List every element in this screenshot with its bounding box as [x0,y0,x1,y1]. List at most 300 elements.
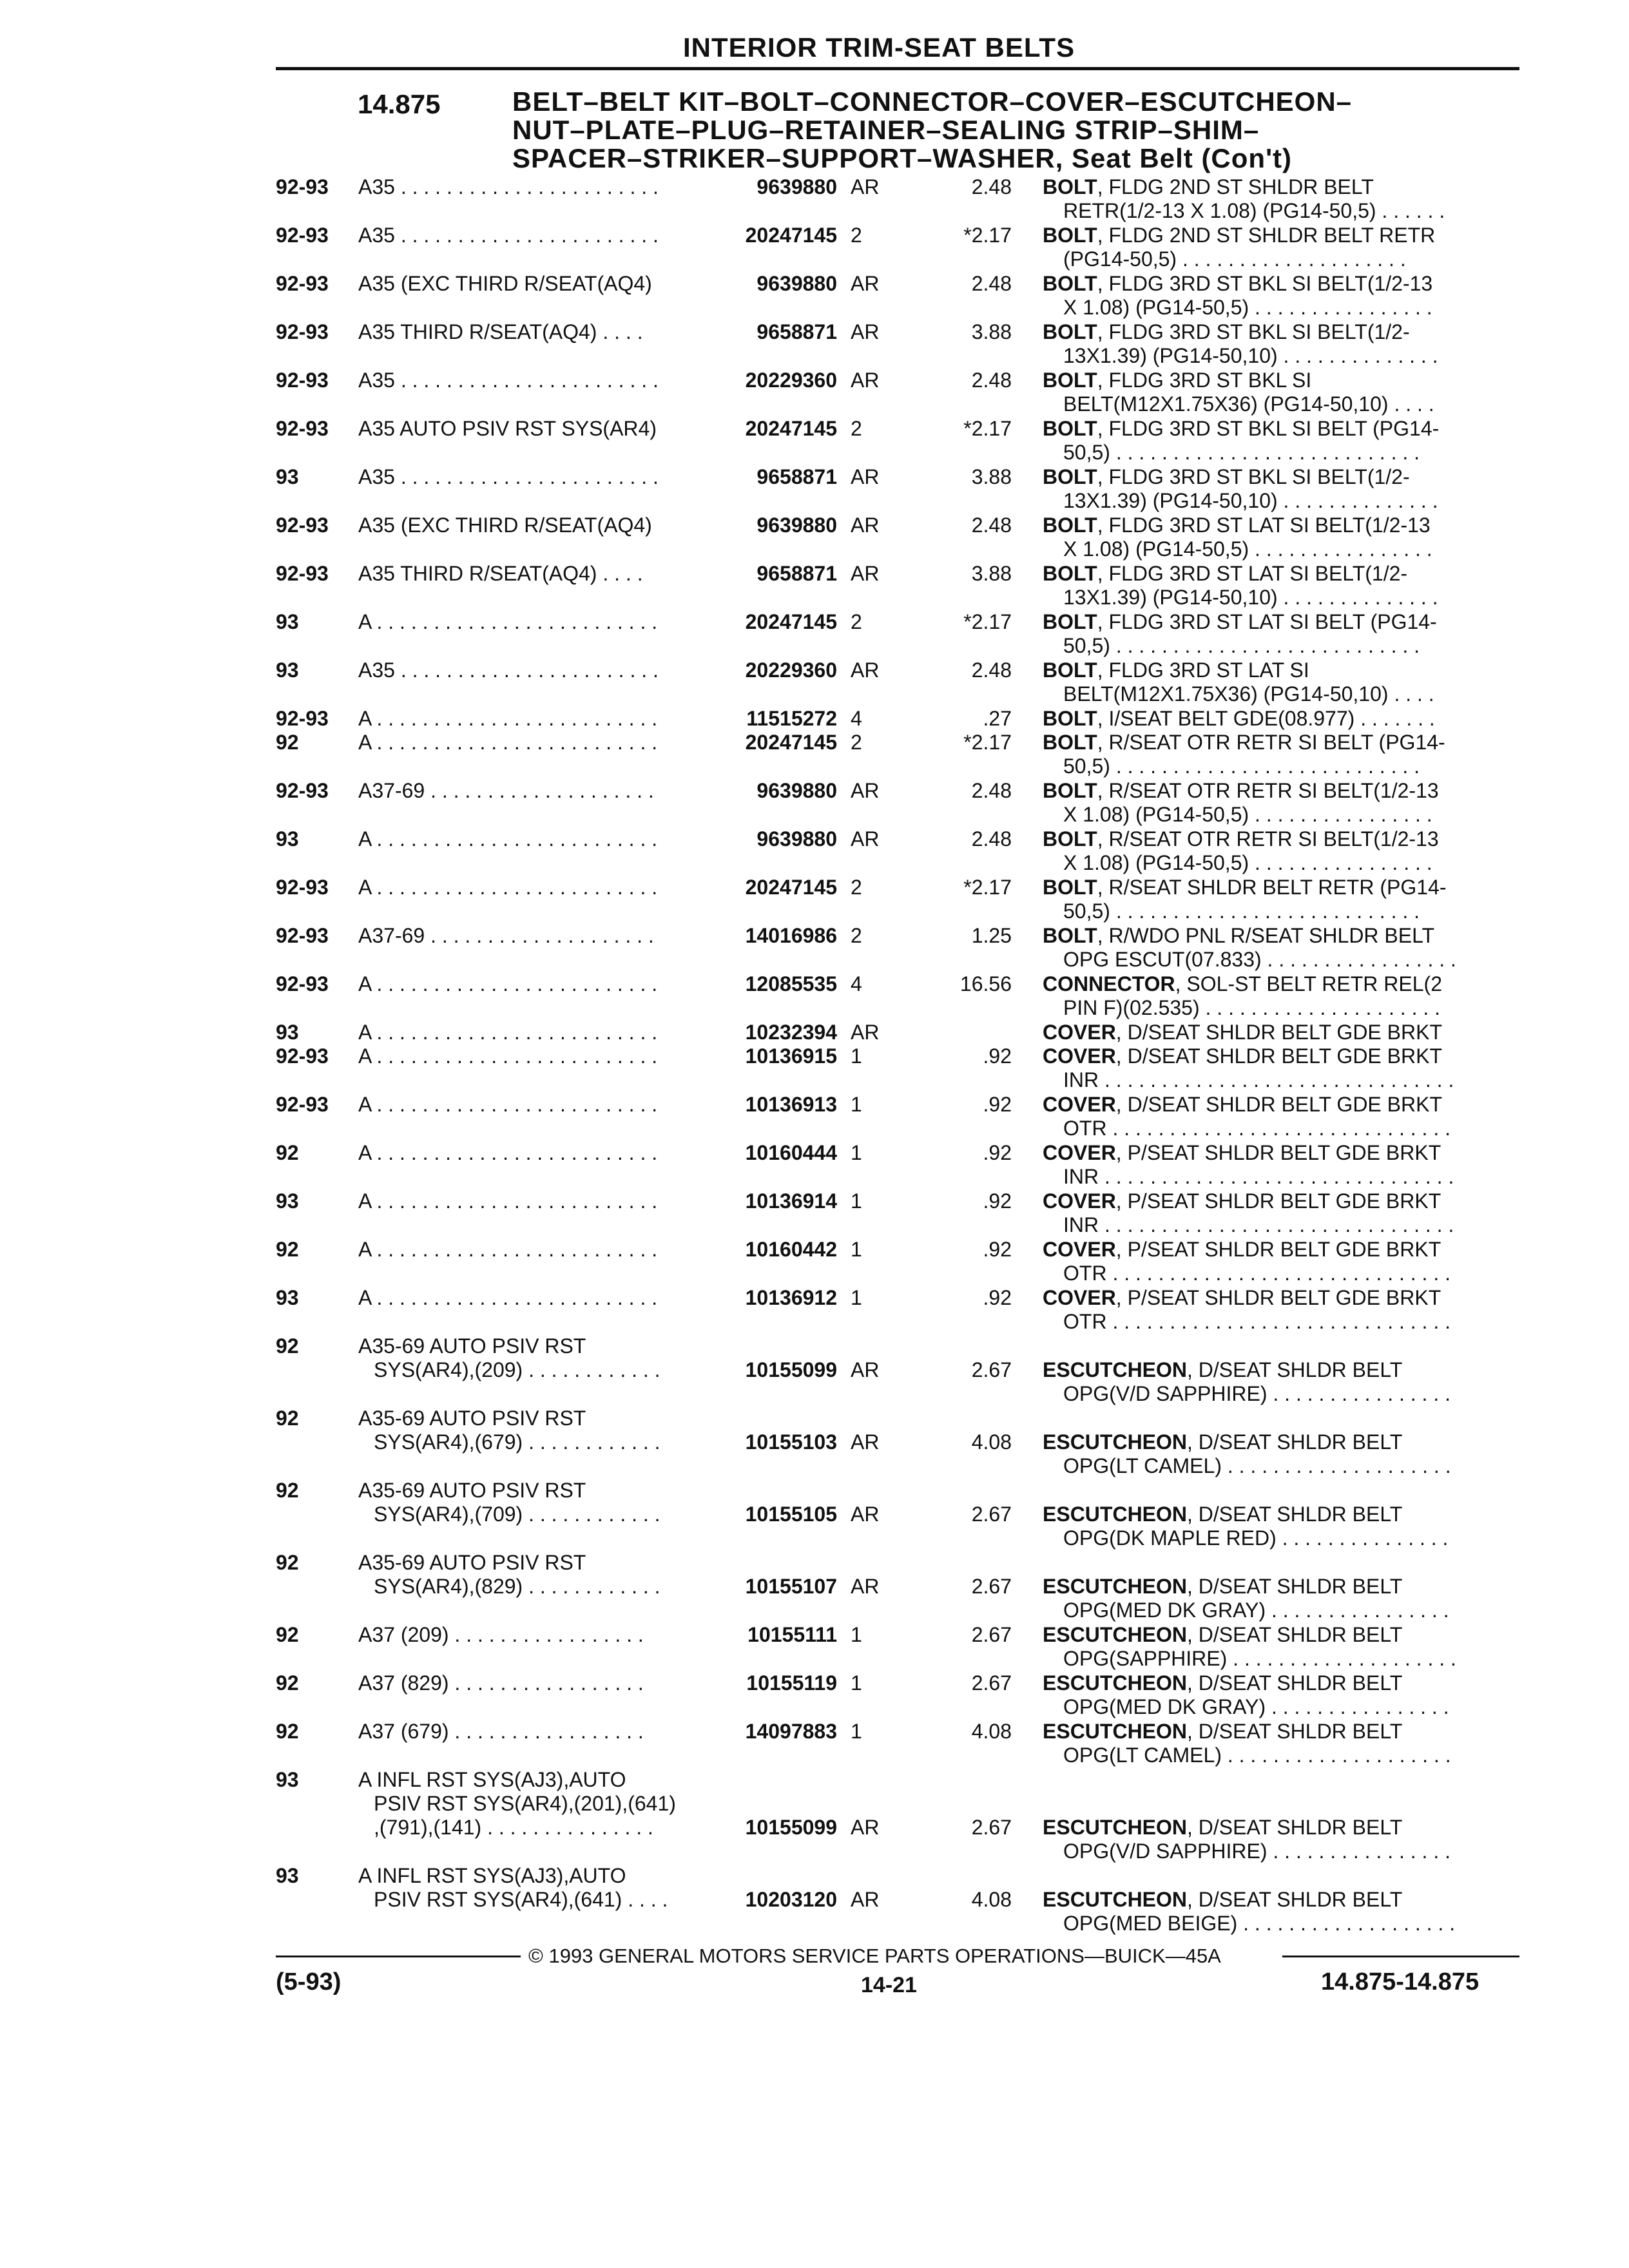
row-description-line [1043,272,1521,296]
row-price: 2.48 [971,779,1012,802]
row-part-name: BOLT [1043,369,1097,392]
row-model-line: A35-69 AUTO PSIV RST [358,1551,586,1574]
row-description-separator: , [1175,972,1187,995]
row-part-name: BOLT [1043,175,1097,198]
row-year: 92-93 [276,320,329,343]
row-model-line: A35 . . . . . . . . . . . . . . . . . . . . . . . [358,658,659,682]
row-description-line: X 1.08) (PG14-50,5) . . . . . . . . . . . . . . . . [1063,803,1432,826]
row-quantity: AR [851,369,880,392]
row-part-number: 10136914 [745,1189,837,1213]
row-model-line: A INFL RST SYS(AJ3),AUTO [358,1768,626,1791]
row-description-line [1043,417,1521,441]
row-model [358,465,705,489]
row-description-text: FLDG 3RD ST LAT SI BELT (PG14- [1108,610,1437,633]
row-model [358,924,705,948]
row-quantity: AR [851,827,880,850]
row-model [358,972,705,996]
row-price: 2.48 [971,175,1012,198]
row-description-line [1043,1816,1521,1840]
row-description-line [1043,1141,1521,1165]
row-model [358,1768,705,1840]
row-model-line: A37 (209) . . . . . . . . . . . . . . . . . [358,1623,644,1646]
row-description-separator: , [1097,369,1109,392]
row-year: 92-93 [276,707,329,730]
section-title-line: BELT–BELT KIT–BOLT–CONNECTOR–COVER–ESCUTCHEON– [512,86,1353,117]
row-description-text: R/SEAT SHLDR BELT RETR (PG14- [1108,876,1447,899]
row-description [1043,1286,1521,1334]
row-quantity: AR [851,514,880,537]
row-quantity: AR [851,1430,880,1454]
row-part-name: COVER [1043,1238,1116,1261]
row-part-number: 10160442 [745,1238,837,1261]
row-description-line [1043,1888,1521,1912]
row-price: 4.08 [971,1888,1012,1911]
row-description-line [1043,1503,1521,1526]
row-year: 92 [276,1334,299,1358]
row-model-line: SYS(AR4),(209) . . . . . . . . . . . . [374,1358,660,1381]
row-quantity: 1 [851,1671,862,1695]
row-quantity: 1 [851,1093,862,1116]
row-description-line: OTR . . . . . . . . . . . . . . . . . . . . . . . . . . . . . . [1063,1262,1451,1285]
row-model-line: A . . . . . . . . . . . . . . . . . . . . . . . . . [358,827,658,850]
page-header-title: INTERIOR TRIM-SEAT BELTS [683,32,1075,62]
row-part-number: 20229360 [745,369,837,392]
row-year: 92-93 [276,779,329,802]
row-description-line: 13X1.39) (PG14-50,10) . . . . . . . . . . . . . . [1063,586,1438,609]
row-description-line: 13X1.39) (PG14-50,10) . . . . . . . . . . . . . . [1063,489,1438,512]
row-quantity: 1 [851,1623,862,1646]
row-part-name: BOLT [1043,707,1097,730]
row-description-text: D/SEAT SHLDR BELT [1198,1720,1403,1743]
row-quantity: AR [851,1503,880,1526]
row-description-text: R/SEAT OTR RETR SI BELT(1/2-13 [1108,779,1439,802]
row-part-number: 10155111 [747,1623,837,1646]
row-description [1043,1623,1521,1671]
row-description-separator: , [1115,1093,1128,1116]
row-part-number: 10160444 [745,1141,837,1164]
row-part-number: 10155119 [746,1671,837,1695]
row-model-line: A . . . . . . . . . . . . . . . . . . . . . . . . . [358,1189,658,1213]
row-description-separator: , [1097,562,1109,585]
row-part-name: CONNECTOR [1043,972,1175,995]
row-model-line: A . . . . . . . . . . . . . . . . . . . . . . . . . [358,1238,658,1261]
row-part-number: 9639880 [757,514,837,537]
row-quantity: 4 [851,707,862,730]
row-year: 92 [276,1720,299,1743]
row-description-separator: , [1097,707,1109,730]
row-part-name: COVER [1043,1141,1116,1164]
row-model [358,731,705,754]
row-description-separator: , [1115,1286,1128,1309]
row-year: 93 [276,1768,299,1791]
row-quantity: AR [851,1358,880,1381]
row-description [1043,1575,1521,1622]
row-year: 92-93 [276,1093,329,1116]
row-price: 2.67 [971,1503,1012,1526]
row-part-number: 10155103 [745,1430,837,1454]
row-quantity: AR [851,1575,880,1598]
row-description-text: R/SEAT OTR RETR SI BELT (PG14- [1108,731,1445,754]
row-model-line: SYS(AR4),(709) . . . . . . . . . . . . [374,1503,660,1526]
row-year: 92 [276,1238,299,1261]
section-number: 14.875 [358,89,441,119]
row-quantity: AR [851,465,880,488]
row-description-separator: , [1097,876,1109,899]
row-part-name: ESCUTCHEON [1043,1575,1188,1598]
row-year: 92-93 [276,876,329,899]
row-description [1043,320,1521,368]
row-year: 92 [276,1551,299,1574]
row-description-line [1043,369,1521,392]
row-description-line: INR . . . . . . . . . . . . . . . . . . . . . . . . . . . . . . . [1063,1165,1454,1188]
row-description-line [1043,1575,1521,1599]
row-model-line: A37 (829) . . . . . . . . . . . . . . . . . [358,1671,644,1695]
row-model [358,417,705,441]
row-description-line: 50,5) . . . . . . . . . . . . . . . . . . . . . . . . . . . [1063,899,1420,923]
row-description-line: OPG(SAPPHIRE) . . . . . . . . . . . . . . . . . . . . [1063,1647,1456,1670]
row-price: 3.88 [971,320,1012,343]
row-price: .92 [983,1141,1012,1164]
row-year: 92 [276,1407,299,1430]
row-year: 93 [276,1189,299,1213]
row-quantity: AR [851,1816,880,1839]
row-description-line [1043,876,1521,899]
row-part-name: COVER [1043,1021,1116,1044]
row-description-text: D/SEAT SHLDR BELT [1198,1430,1403,1454]
row-description [1043,972,1521,1020]
row-description-separator: , [1187,1358,1199,1381]
row-model-line: A . . . . . . . . . . . . . . . . . . . . . . . . . [358,707,658,730]
row-description [1043,1671,1521,1719]
row-description-text: D/SEAT SHLDR BELT GDE BRKT [1127,1044,1442,1068]
row-model-line: A . . . . . . . . . . . . . . . . . . . . . . . . . [358,1286,658,1309]
row-part-number: 10155107 [745,1575,837,1598]
row-model [358,779,705,803]
row-part-number: 9658871 [757,562,837,585]
row-description-line [1043,1623,1521,1647]
row-quantity: 1 [851,1189,862,1213]
row-description-line [1043,1671,1521,1695]
row-description-line [1043,610,1521,634]
row-description-line [1043,1720,1521,1744]
row-part-name: COVER [1043,1044,1116,1068]
row-price: 2.67 [971,1816,1012,1839]
row-model-line: A35-69 AUTO PSIV RST [358,1407,586,1430]
row-part-number: 10203120 [745,1888,837,1911]
row-part-number: 20247145 [745,224,837,247]
row-description-line: X 1.08) (PG14-50,5) . . . . . . . . . . . . . . . . [1063,851,1432,874]
row-description [1043,1141,1521,1189]
row-description-separator: , [1097,610,1109,633]
row-part-number: 20247145 [745,610,837,633]
row-price: *2.17 [963,417,1012,440]
row-description-separator: , [1097,175,1109,198]
row-description-text: FLDG 3RD ST BKL SI [1108,369,1312,392]
row-description-separator: , [1097,731,1109,754]
row-description [1043,465,1521,513]
row-model [358,369,705,392]
row-description [1043,876,1521,923]
row-description [1043,514,1521,561]
row-description-text: D/SEAT SHLDR BELT [1198,1503,1403,1526]
row-part-number: 10136913 [745,1093,837,1116]
row-part-number: 10155099 [745,1816,837,1839]
row-year: 93 [276,827,299,850]
row-description [1043,224,1521,271]
row-price: 1.25 [971,924,1012,947]
row-description [1043,272,1521,320]
row-price: *2.17 [963,610,1012,633]
row-description-separator: , [1097,224,1109,247]
row-year: 93 [276,465,299,488]
row-quantity: AR [851,320,880,343]
row-description-text: FLDG 2ND ST SHLDR BELT RETR [1108,224,1436,247]
row-part-name: COVER [1043,1286,1116,1309]
row-description-line: OPG(LT CAMEL) . . . . . . . . . . . . . . . . . . . . [1063,1744,1451,1767]
row-model [358,1864,705,1912]
row-model-line: A35-69 AUTO PSIV RST [358,1479,586,1502]
row-quantity: AR [851,1021,880,1044]
row-model-line: A . . . . . . . . . . . . . . . . . . . . . . . . . [358,876,658,899]
row-description-line [1043,1044,1521,1068]
row-part-number: 10136912 [745,1286,837,1309]
row-description-line: INR . . . . . . . . . . . . . . . . . . . . . . . . . . . . . . . [1063,1213,1454,1236]
row-description-line [1043,827,1521,851]
row-description-line: RETR(1/2-13 X 1.08) (PG14-50,5) . . . . . . [1063,199,1445,222]
row-description-text: FLDG 3RD ST LAT SI BELT(1/2-13 [1108,514,1431,537]
row-part-name: ESCUTCHEON [1043,1358,1188,1381]
row-quantity: 2 [851,731,862,754]
row-description [1043,369,1521,416]
row-model-line: A . . . . . . . . . . . . . . . . . . . . . . . . . [358,1044,658,1068]
footer-rule-right [1282,1956,1519,1957]
row-description [1043,610,1521,658]
row-description-text: R/SEAT OTR RETR SI BELT(1/2-13 [1108,827,1439,850]
row-description [1043,1044,1521,1092]
row-model [358,707,705,731]
row-model-line: A . . . . . . . . . . . . . . . . . . . . . . . . . [358,972,658,995]
row-model [358,1238,705,1262]
row-description-line: OPG ESCUT(07.833) . . . . . . . . . . . . . . . . . [1063,948,1456,971]
row-model [358,1551,705,1599]
row-year: 92 [276,731,299,754]
header-rule [276,67,1519,70]
row-quantity: AR [851,175,880,198]
row-quantity: 2 [851,610,862,633]
row-description-separator: , [1187,1671,1199,1695]
row-part-name: BOLT [1043,562,1097,585]
row-description [1043,731,1521,778]
row-part-name: ESCUTCHEON [1043,1623,1188,1646]
row-quantity: 1 [851,1238,862,1261]
row-part-name: BOLT [1043,320,1097,343]
row-description [1043,1720,1521,1767]
row-model [358,1720,705,1744]
row-quantity: AR [851,658,880,682]
row-model [358,1671,705,1695]
row-description-line [1043,924,1521,948]
row-description [1043,1358,1521,1406]
row-description-line: OPG(MED DK GRAY) . . . . . . . . . . . . . . . . [1063,1599,1449,1622]
row-model [358,1141,705,1165]
row-description-text: P/SEAT SHLDR BELT GDE BRKT [1127,1286,1441,1309]
row-description [1043,827,1521,875]
row-part-name: ESCUTCHEON [1043,1888,1188,1911]
row-description-text: FLDG 3RD ST BKL SI BELT(1/2- [1108,320,1410,343]
row-description-separator: , [1187,1623,1199,1646]
row-price: 2.48 [971,514,1012,537]
row-quantity: 2 [851,224,862,247]
row-part-number: 9639880 [757,827,837,850]
row-description-line: OPG(MED BEIGE) . . . . . . . . . . . . . . . . . . . [1063,1912,1456,1935]
row-description-text: FLDG 3RD ST BKL SI BELT(1/2-13 [1108,272,1433,295]
row-model [358,610,705,634]
row-year: 93 [276,1286,299,1309]
row-model [358,876,705,899]
row-model-line: A35 (EXC THIRD R/SEAT(AQ4) [358,272,652,295]
row-year: 92-93 [276,1044,329,1068]
row-year: 92 [276,1623,299,1646]
row-part-number: 9658871 [757,465,837,488]
row-model-line: A . . . . . . . . . . . . . . . . . . . . . . . . . [358,1141,658,1164]
row-description-separator: , [1097,924,1109,947]
row-year: 92-93 [276,514,329,537]
row-description-separator: , [1097,465,1109,488]
row-price: *2.17 [963,876,1012,899]
row-price: 4.08 [971,1720,1012,1743]
row-part-name: BOLT [1043,924,1097,947]
row-part-number: 11515272 [746,707,837,730]
row-model [358,1286,705,1310]
row-year: 92-93 [276,224,329,247]
row-description-line: INR . . . . . . . . . . . . . . . . . . . . . . . . . . . . . . . [1063,1068,1454,1091]
row-description-separator: , [1187,1720,1199,1743]
row-model [358,562,705,586]
row-description-text: D/SEAT SHLDR BELT [1198,1816,1403,1839]
row-part-number: 20247145 [745,876,837,899]
row-price: *2.17 [963,731,1012,754]
row-model-line: A . . . . . . . . . . . . . . . . . . . . . . . . . [358,1093,658,1116]
section-title [512,88,1352,173]
row-description-text: D/SEAT SHLDR BELT [1198,1888,1403,1911]
row-model-line: SYS(AR4),(829) . . . . . . . . . . . . [374,1575,660,1598]
row-model [358,1021,705,1044]
row-price: *2.17 [963,224,1012,247]
row-quantity: 1 [851,1044,862,1068]
row-model [358,1479,705,1526]
row-description [1043,1430,1521,1478]
row-model-line: A . . . . . . . . . . . . . . . . . . . . . . . . . [358,1021,658,1044]
row-model [358,224,705,247]
row-description-separator: , [1115,1238,1128,1261]
row-price: 2.48 [971,272,1012,295]
row-model-line: A35 . . . . . . . . . . . . . . . . . . . . . . . [358,465,659,488]
footer-rule-left [276,1956,521,1957]
row-description-line: OPG(V/D SAPPHIRE) . . . . . . . . . . . . . . . . [1063,1382,1451,1405]
row-description-line [1043,562,1521,586]
row-quantity: AR [851,562,880,585]
footer-copyright: © 1993 GENERAL MOTORS SERVICE PARTS OPERATIONS—BUICK—45A [528,1945,1221,1967]
row-quantity: AR [851,779,880,802]
row-part-number: 9639880 [757,272,837,295]
row-description-separator: , [1115,1189,1128,1213]
row-year: 93 [276,1021,299,1044]
row-year: 92-93 [276,417,329,440]
row-quantity: 1 [851,1141,862,1164]
row-description-line: BELT(M12X1.75X36) (PG14-50,10) . . . . [1063,682,1434,706]
row-description [1043,924,1521,972]
row-description-line: PIN F)(02.535) . . . . . . . . . . . . . . . . . . . . . [1063,996,1441,1019]
row-quantity: 1 [851,1720,862,1743]
row-price: .92 [983,1286,1012,1309]
row-description [1043,417,1521,465]
row-description-text: D/SEAT SHLDR BELT [1198,1623,1403,1646]
row-price: 2.48 [971,369,1012,392]
row-part-name: BOLT [1043,876,1097,899]
row-description-line: OPG(DK MAPLE RED) . . . . . . . . . . . . . . . [1063,1526,1449,1550]
row-year: 93 [276,610,299,633]
row-model-line: A35 . . . . . . . . . . . . . . . . . . . . . . . [358,175,659,198]
row-description-line [1043,1189,1521,1213]
row-part-number: 10136915 [745,1044,837,1068]
row-part-name: BOLT [1043,610,1097,633]
row-description-line: BELT(M12X1.75X36) (PG14-50,10) . . . . [1063,392,1434,416]
row-description-line: OTR . . . . . . . . . . . . . . . . . . . . . . . . . . . . . . [1063,1117,1451,1140]
row-description-line [1043,1286,1521,1310]
row-year: 92-93 [276,924,329,947]
row-description-line: X 1.08) (PG14-50,5) . . . . . . . . . . . . . . . . [1063,296,1432,319]
row-description [1043,1189,1521,1237]
footer-page-number: 14-21 [861,1973,917,1997]
row-year: 92 [276,1671,299,1695]
row-description-separator: , [1187,1575,1199,1598]
row-description-separator: , [1097,514,1109,537]
row-description-separator: , [1187,1430,1199,1454]
row-description-text: D/SEAT SHLDR BELT GDE BRKT [1127,1021,1442,1044]
row-description-separator: , [1115,1021,1128,1044]
row-price: .92 [983,1189,1012,1213]
row-model [358,1623,705,1647]
row-description-line [1043,465,1521,489]
row-year: 92-93 [276,562,329,585]
row-description-text: D/SEAT SHLDR BELT [1198,1358,1403,1381]
row-description [1043,175,1521,223]
row-description-text: I/SEAT BELT GDE(08.977) . . . . . . . [1108,707,1435,730]
section-title-line: SPACER–STRIKER–SUPPORT–WASHER, Seat Belt (Con't) [512,143,1293,173]
row-price: .92 [983,1238,1012,1261]
row-part-number: 14097883 [745,1720,837,1743]
row-price: 3.88 [971,562,1012,585]
row-description [1043,779,1521,827]
row-description-separator: , [1097,320,1109,343]
row-description-line: OPG(LT CAMEL) . . . . . . . . . . . . . . . . . . . . [1063,1454,1451,1477]
row-description-text: D/SEAT SHLDR BELT [1198,1575,1403,1598]
row-description-separator: , [1187,1888,1199,1911]
row-description-text: FLDG 3RD ST LAT SI BELT(1/2- [1108,562,1408,585]
row-part-name: BOLT [1043,827,1097,850]
row-description-line [1043,175,1521,199]
row-model [358,272,705,296]
row-model-line: A37 (679) . . . . . . . . . . . . . . . . . [358,1720,644,1743]
row-description [1043,707,1521,731]
row-model [358,1407,705,1454]
row-description-separator: , [1187,1816,1199,1839]
row-description-text: R/WDO PNL R/SEAT SHLDR BELT [1108,924,1435,947]
row-model-line: A37-69 . . . . . . . . . . . . . . . . . . . . [358,779,654,802]
row-part-number: 9658871 [757,320,837,343]
row-part-number: 10155099 [745,1358,837,1381]
row-description-text: FLDG 3RD ST BKL SI BELT(1/2- [1108,465,1410,488]
